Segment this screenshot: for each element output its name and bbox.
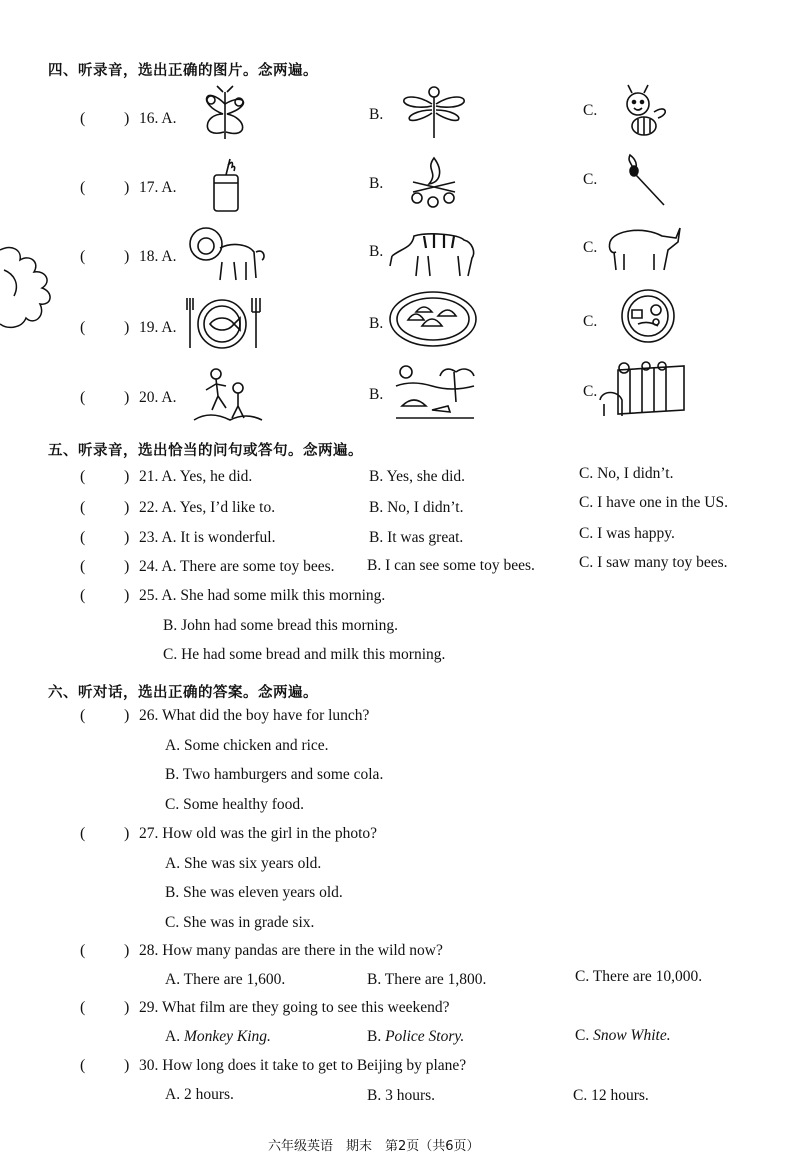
q26-option-c: C. Some healthy food.: [165, 796, 305, 813]
q29-option-c-title: Snow White.: [593, 1027, 671, 1044]
answer-paren-open: (: [80, 319, 86, 336]
q16-option-c-label: C.: [583, 102, 598, 119]
q25-option-a: 25. A. She had some milk this morning.: [139, 587, 386, 604]
margin-doodle: [0, 240, 58, 332]
q18-option-c-label: C.: [583, 239, 598, 256]
q27-option-b: B. She was eleven years old.: [165, 884, 343, 901]
campfire-picture: [405, 152, 463, 210]
answer-paren-open: (: [80, 499, 86, 516]
answer-paren-close: ): [124, 468, 130, 485]
q29-option-b: [367, 1028, 464, 1046]
drink-cup-picture: [208, 155, 244, 215]
q29-option-b-title: Police Story.: [385, 1028, 465, 1045]
q27-option-c: C. She was in grade six.: [165, 914, 315, 931]
hiking-children-picture: [190, 366, 264, 424]
q17-option-b-label: B.: [369, 175, 384, 192]
answer-paren-open: (: [80, 389, 86, 406]
answer-paren-open: (: [80, 942, 86, 959]
q23-option-c: C. I was happy.: [579, 525, 675, 542]
answer-paren-open: (: [80, 707, 86, 724]
butterfly-picture: [195, 84, 255, 144]
q28-option-c: C. There are 10,000.: [575, 968, 703, 985]
answer-paren-open: (: [80, 110, 86, 127]
answer-paren-open: (: [80, 587, 86, 604]
answer-paren-close: ): [124, 942, 130, 959]
q23-option-b: B. It was great.: [369, 529, 464, 546]
tiger-picture: [388, 226, 480, 278]
dragonfly-picture: [398, 84, 470, 140]
q29-option-a: [165, 1028, 271, 1046]
q26-option-a: A. Some chicken and rice.: [165, 737, 329, 754]
q29-option-a-title: Monkey King.: [183, 1028, 271, 1045]
answer-paren-close: ): [124, 179, 130, 196]
q17-label: 17. A.: [139, 179, 177, 196]
answer-paren-close: ): [124, 389, 130, 406]
match-picture: [622, 151, 668, 209]
lion-picture: [186, 222, 268, 284]
answer-paren-close: ): [124, 825, 130, 842]
q29-option-a-letter: A.: [165, 1028, 184, 1045]
rhino-picture: [604, 222, 684, 274]
q21-option-b: B. Yes, she did.: [369, 468, 466, 485]
answer-paren-open: (: [80, 468, 86, 485]
q20-option-b-label: B.: [369, 386, 384, 403]
answer-paren-open: (: [80, 558, 86, 575]
answer-paren-open: (: [80, 1057, 86, 1074]
answer-paren-open: (: [80, 179, 86, 196]
q27-option-a: A. She was six years old.: [165, 855, 322, 872]
q29-stem: 29. What film are they going to see this weekend?: [139, 999, 450, 1016]
q28-stem: 28. How many pandas are there in the wild now?: [139, 942, 443, 959]
garden-fence-picture: [598, 360, 688, 420]
page-footer: 六年级英语 期末 第2页（共6页）: [268, 1139, 480, 1154]
q25-option-c: C. He had some bread and milk this morning.: [163, 646, 446, 663]
q20-label: 20. A.: [139, 389, 177, 406]
q28-option-a: A. There are 1,600.: [165, 971, 286, 988]
q24-option-a: 24. A. There are some toy bees.: [139, 558, 335, 575]
fish-dinner-picture: [186, 294, 266, 352]
q17-option-c-label: C.: [583, 171, 598, 188]
answer-paren-close: ): [124, 319, 130, 336]
q29-option-b-letter: B.: [367, 1028, 386, 1045]
q29-option-c-letter: C.: [575, 1027, 594, 1044]
breakfast-plate-picture: [612, 288, 684, 344]
q22-option-c: C. I have one in the US.: [579, 494, 728, 511]
q30-option-b: B. 3 hours.: [367, 1087, 436, 1104]
q30-stem: 30. How long does it take to get to Beijing by plane?: [139, 1057, 467, 1074]
q28-option-b: B. There are 1,800.: [367, 971, 487, 988]
q16-option-b-label: B.: [369, 106, 384, 123]
q16-label: 16. A.: [139, 110, 177, 127]
answer-paren-close: ): [124, 529, 130, 546]
answer-paren-open: (: [80, 999, 86, 1016]
section-6-heading: 六、听对话，选出正确的答案。念两遍。: [48, 685, 318, 701]
answer-paren-open: (: [80, 529, 86, 546]
answer-paren-close: ): [124, 999, 130, 1016]
q27-stem: 27. How old was the girl in the photo?: [139, 825, 378, 842]
answer-paren-close: ): [124, 248, 130, 265]
q18-label: 18. A.: [139, 248, 177, 265]
q18-option-b-label: B.: [369, 243, 384, 260]
q22-option-b: B. No, I didn’t.: [369, 499, 464, 516]
q24-option-c: C. I saw many toy bees.: [579, 554, 728, 571]
q22-option-a: 22. A. Yes, I’d like to.: [139, 499, 276, 516]
section-4-heading: 四、听录音，选出正确的图片。念两遍。: [48, 63, 318, 79]
answer-paren-close: ): [124, 110, 130, 127]
q21-option-c: C. No, I didn’t.: [579, 465, 674, 482]
dumplings-picture: [388, 290, 478, 348]
q19-option-c-label: C.: [583, 313, 598, 330]
q21-option-a: 21. A. Yes, he did.: [139, 468, 253, 485]
section-5-heading: 五、听录音，选出恰当的问句或答句。念两遍。: [48, 443, 363, 459]
q23-option-a: 23. A. It is wonderful.: [139, 529, 276, 546]
q25-option-b: B. John had some bread this morning.: [163, 617, 399, 634]
q24-option-b: B. I can see some toy bees.: [367, 557, 535, 574]
bee-picture: [612, 82, 672, 142]
answer-paren-close: ): [124, 587, 130, 604]
q20-option-c-label: C.: [583, 383, 598, 400]
answer-paren-open: (: [80, 825, 86, 842]
answer-paren-open: (: [80, 248, 86, 265]
q19-label: 19. A.: [139, 319, 177, 336]
answer-paren-close: ): [124, 707, 130, 724]
beach-picture: [392, 362, 478, 422]
q19-option-b-label: B.: [369, 315, 384, 332]
q30-option-c: C. 12 hours.: [573, 1087, 649, 1104]
q30-option-a: A. 2 hours.: [165, 1086, 234, 1103]
answer-paren-close: ): [124, 1057, 130, 1074]
answer-paren-close: ): [124, 558, 130, 575]
q29-option-c: [575, 1027, 671, 1045]
q26-option-b: B. Two hamburgers and some cola.: [165, 766, 384, 783]
q26-stem: 26. What did the boy have for lunch?: [139, 707, 370, 724]
answer-paren-close: ): [124, 499, 130, 516]
